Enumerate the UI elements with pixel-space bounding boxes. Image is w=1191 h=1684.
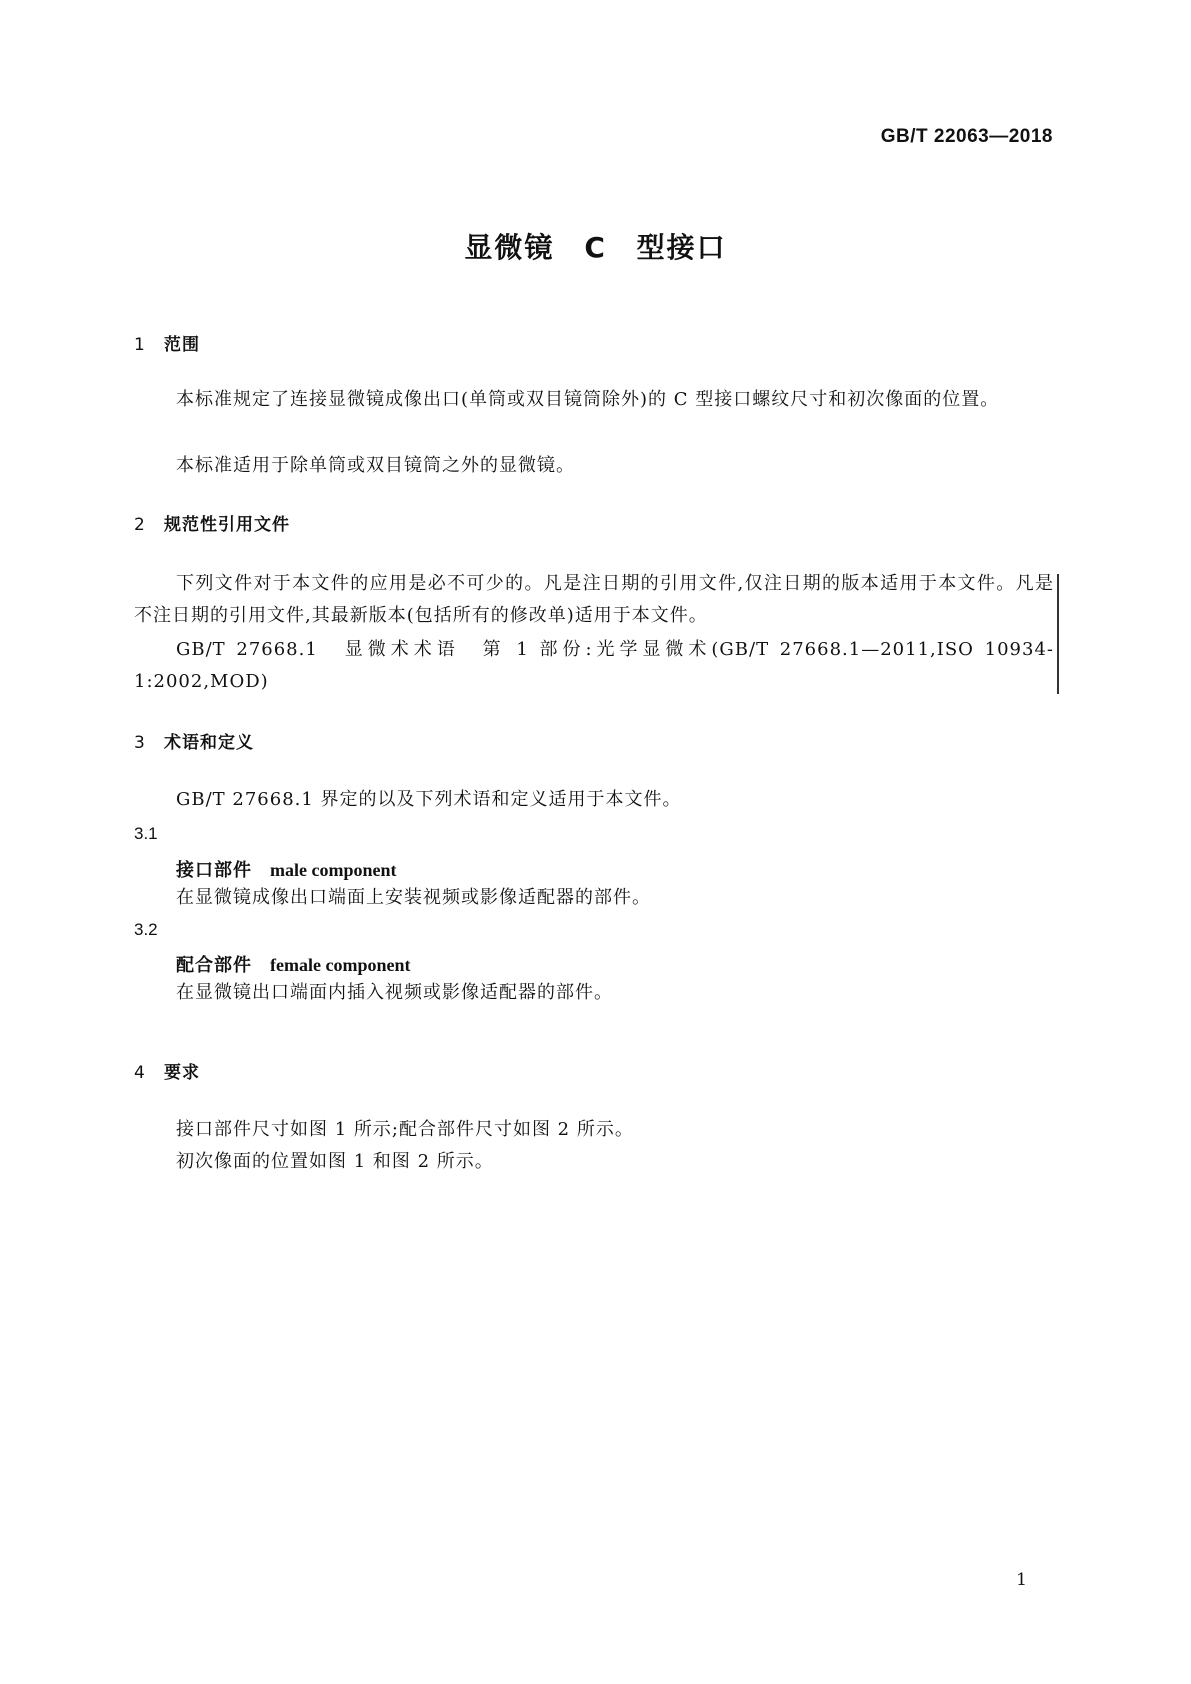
term-chinese: 接口部件	[176, 860, 252, 881]
section-title: 要求	[164, 1063, 200, 1083]
section-3-heading	[134, 728, 254, 753]
section-2-paragraph-1: 下列文件对于本文件的应用是必不可少的。凡是注日期的引用文件,仅注日期的版本适用于本文件。凡是不注日期的引用文件,其最新版本(包括所有的修改单)适用于本文件。	[134, 573, 1054, 626]
section-2-reference: GB/T 27668.1 显微术术语 第 1 部份:光学显微术(GB/T 27668.1—2011,ISO 10934-1:2002,MOD)	[134, 639, 1054, 692]
term-definition: 在显微镜成像出口端面上安装视频或影像适配器的部件。	[176, 887, 651, 908]
document-title: 显微镜 C 型接口	[464, 231, 727, 264]
clause-number: 3.2	[134, 920, 158, 939]
term-english: female component	[270, 955, 411, 975]
term-entry	[176, 856, 396, 882]
section-4-paragraph-2: 初次像面的位置如图 1 和图 2 所示。	[176, 1151, 494, 1172]
standard-code: GB/T 22063—2018	[880, 126, 1053, 147]
section-3-paragraph-1: GB/T 27668.1 界定的以及下列术语和定义适用于本文件。	[176, 789, 682, 810]
term-chinese: 配合部件	[176, 955, 252, 976]
clause-number: 3.1	[134, 824, 158, 843]
term-entry	[176, 951, 410, 977]
section-1-heading	[134, 330, 200, 355]
section-title: 规范性引用文件	[164, 515, 290, 535]
section-2-heading	[134, 510, 290, 535]
section-number: 2	[134, 515, 146, 535]
section-number: 3	[134, 733, 146, 753]
section-1-paragraph-1: 本标准规定了连接显微镜成像出口(单筒或双目镜筒除外)的 C 型接口螺纹尺寸和初次像面的位置。	[176, 389, 1000, 410]
section-number: 1	[134, 335, 146, 355]
section-1-paragraph-2: 本标准适用于除单筒或双目镜筒之外的显微镜。	[176, 455, 575, 476]
section-number: 4	[134, 1063, 146, 1083]
term-definition: 在显微镜出口端面内插入视频或影像适配器的部件。	[176, 982, 613, 1003]
revision-bar	[1057, 574, 1059, 694]
section-4-heading	[134, 1058, 200, 1083]
section-title: 术语和定义	[164, 733, 254, 753]
term-english: male component	[270, 860, 397, 880]
section-4-paragraph-1: 接口部件尺寸如图 1 所示;配合部件尺寸如图 2 所示。	[176, 1119, 634, 1140]
page-number: 1	[1016, 1570, 1027, 1590]
section-title: 范围	[164, 335, 200, 355]
